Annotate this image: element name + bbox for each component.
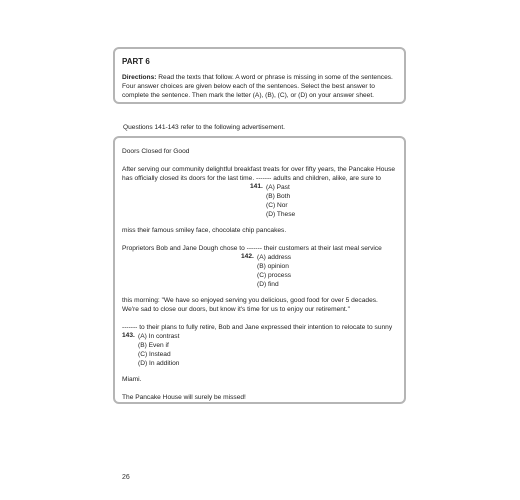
answer-option[interactable]: (D) These bbox=[266, 211, 296, 218]
paragraph-2-line-1: Proprietors Bob and Jane Dough chose to ------- their customers at their last meal service bbox=[122, 245, 382, 252]
question-reference: Questions 141-143 refer to the following advertisement. bbox=[123, 124, 286, 131]
directions-text bbox=[122, 73, 397, 100]
question-143 bbox=[122, 332, 397, 368]
paragraph-2-continued-1: this morning: "We have so enjoyed serving you delicious, good food for over 5 decades. bbox=[122, 297, 378, 304]
answer-option[interactable]: (A) Past bbox=[266, 184, 290, 191]
answer-option[interactable]: (A) address bbox=[257, 254, 292, 261]
answer-option[interactable]: (B) opinion bbox=[257, 263, 289, 270]
question-number: 141. bbox=[250, 183, 263, 190]
paragraph-1-line-1: After serving our community delightful breakfast treats for over fifty years, the Pancake House bbox=[122, 166, 396, 173]
question-141 bbox=[122, 183, 397, 219]
answer-option[interactable]: (D) In addition bbox=[138, 360, 180, 367]
ad-title: Doors Closed for Good bbox=[122, 148, 190, 155]
part-title: PART 6 bbox=[122, 57, 150, 66]
question-number: 143. bbox=[122, 332, 135, 339]
paragraph-3-line-1: ------- to their plans to fully retire, Bob and Jane expressed their intention to relocate to sunny bbox=[122, 324, 393, 331]
answer-option[interactable]: (C) Instead bbox=[138, 351, 171, 358]
answer-option[interactable]: (D) find bbox=[257, 281, 279, 288]
directions-box bbox=[113, 47, 406, 104]
answer-option[interactable]: (B) Even if bbox=[138, 342, 169, 349]
paragraph-1-line-2: has officially closed its doors for the last time. ------- adults and children, alike, are sure to bbox=[122, 175, 381, 182]
answer-option[interactable]: (C) process bbox=[257, 272, 292, 279]
paragraph-1-continued: miss their famous smiley face, chocolate chip pancakes. bbox=[122, 227, 287, 234]
page-number: 26 bbox=[122, 474, 130, 481]
advertisement-box bbox=[113, 136, 406, 404]
directions-body: Read the texts that follow. A word or phrase is missing in some of the sentences. Four answer choices are given below each of the sentences. Select the best answer to complete the sentence. Then mark the letter (A), (B), (C), or (D) on your answer sheet. bbox=[122, 74, 393, 99]
paragraph-2-continued-2: We're sad to close our doors, but know it's time for us to enjoy our retirement." bbox=[122, 306, 350, 313]
answer-option[interactable]: (C) Nor bbox=[266, 202, 288, 209]
directions-label: Directions: bbox=[122, 74, 157, 81]
paragraph-3-continued: Miami. bbox=[122, 376, 142, 383]
closing-line: The Pancake House will surely be missed! bbox=[122, 394, 246, 401]
answer-option[interactable]: (A) In contrast bbox=[138, 333, 180, 340]
answer-option[interactable]: (B) Both bbox=[266, 193, 291, 200]
question-142 bbox=[122, 253, 397, 289]
question-number: 142. bbox=[241, 253, 254, 260]
